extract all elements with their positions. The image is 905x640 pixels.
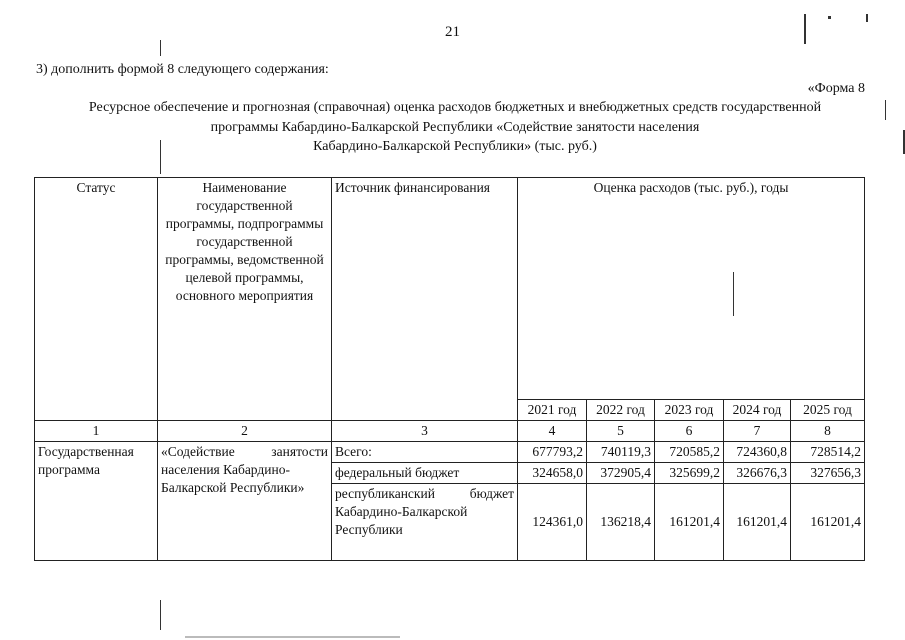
value-cell: 161201,4 — [655, 484, 724, 561]
scan-mark — [160, 600, 161, 630]
value-cell: 136218,4 — [587, 484, 655, 561]
year-header: 2022 год — [587, 400, 655, 421]
column-number: 6 — [655, 421, 724, 442]
resource-table — [34, 177, 865, 561]
value-cell: 728514,2 — [791, 442, 865, 463]
column-number: 8 — [791, 421, 865, 442]
value-cell: 161201,4 — [791, 484, 865, 561]
column-number: 5 — [587, 421, 655, 442]
value-cell: 740119,3 — [587, 442, 655, 463]
source-federal: федеральный бюджет — [332, 463, 518, 484]
document-title — [30, 98, 880, 157]
column-number: 2 — [158, 421, 332, 442]
scan-mark — [733, 272, 734, 316]
header-name: Наименование государственной программы, подпрограммы государственной программы, ведомственной целевой программы, основного мероприятия — [158, 178, 332, 421]
value-cell: 124361,0 — [518, 484, 587, 561]
column-number: 3 — [332, 421, 518, 442]
header-source: Источник финансирования — [332, 178, 518, 421]
page-number: 21 — [445, 24, 460, 40]
column-number: 4 — [518, 421, 587, 442]
value-cell: 720585,2 — [655, 442, 724, 463]
column-number: 7 — [724, 421, 791, 442]
program-name-cell — [158, 442, 332, 561]
source-republican — [332, 484, 518, 561]
scan-mark — [185, 636, 400, 638]
scan-mark — [828, 16, 831, 19]
program-name-line-1: «Содействие занятости — [161, 444, 328, 459]
title-line-2: программы Кабардино-Балкарской Республики «Содействие занятости населения — [210, 119, 700, 135]
value-cell: 677793,2 — [518, 442, 587, 463]
value-cell: 724360,8 — [724, 442, 791, 463]
value-cell: 326676,3 — [724, 463, 791, 484]
value-cell: 161201,4 — [724, 484, 791, 561]
program-name-rest: населения Кабардино-Балкарской Республики» — [161, 462, 305, 495]
title-line-1: Ресурсное обеспечение и прогнозная (справочная) оценка расходов бюджетных и внебюджетных средств государственной — [88, 100, 822, 115]
scan-mark — [804, 14, 806, 44]
source-republican-line-1: республиканский бюджет — [335, 486, 514, 501]
header-estimate: Оценка расходов (тыс. руб.), годы — [518, 178, 865, 400]
year-header: 2023 год — [655, 400, 724, 421]
form-label: «Форма 8 — [807, 81, 865, 96]
value-cell: 327656,3 — [791, 463, 865, 484]
source-total: Всего: — [332, 442, 518, 463]
value-cell: 324658,0 — [518, 463, 587, 484]
title-line-3: Кабардино-Балкарской Республики» (тыс. руб.) — [313, 139, 597, 154]
status-cell: Государственная программа — [35, 442, 158, 561]
column-number: 1 — [35, 421, 158, 442]
value-cell: 372905,4 — [587, 463, 655, 484]
intro-text: 3) дополнить формой 8 следующего содержания: — [36, 62, 329, 77]
source-republican-rest: Кабардино-Балкарской Республики — [335, 504, 468, 537]
scan-mark — [160, 140, 161, 174]
scan-mark — [866, 14, 868, 22]
year-header: 2025 год — [791, 400, 865, 421]
scan-mark — [885, 100, 886, 120]
value-cell: 325699,2 — [655, 463, 724, 484]
year-header: 2024 год — [724, 400, 791, 421]
header-status: Статус — [35, 178, 158, 421]
year-header: 2021 год — [518, 400, 587, 421]
scan-mark — [160, 40, 161, 56]
